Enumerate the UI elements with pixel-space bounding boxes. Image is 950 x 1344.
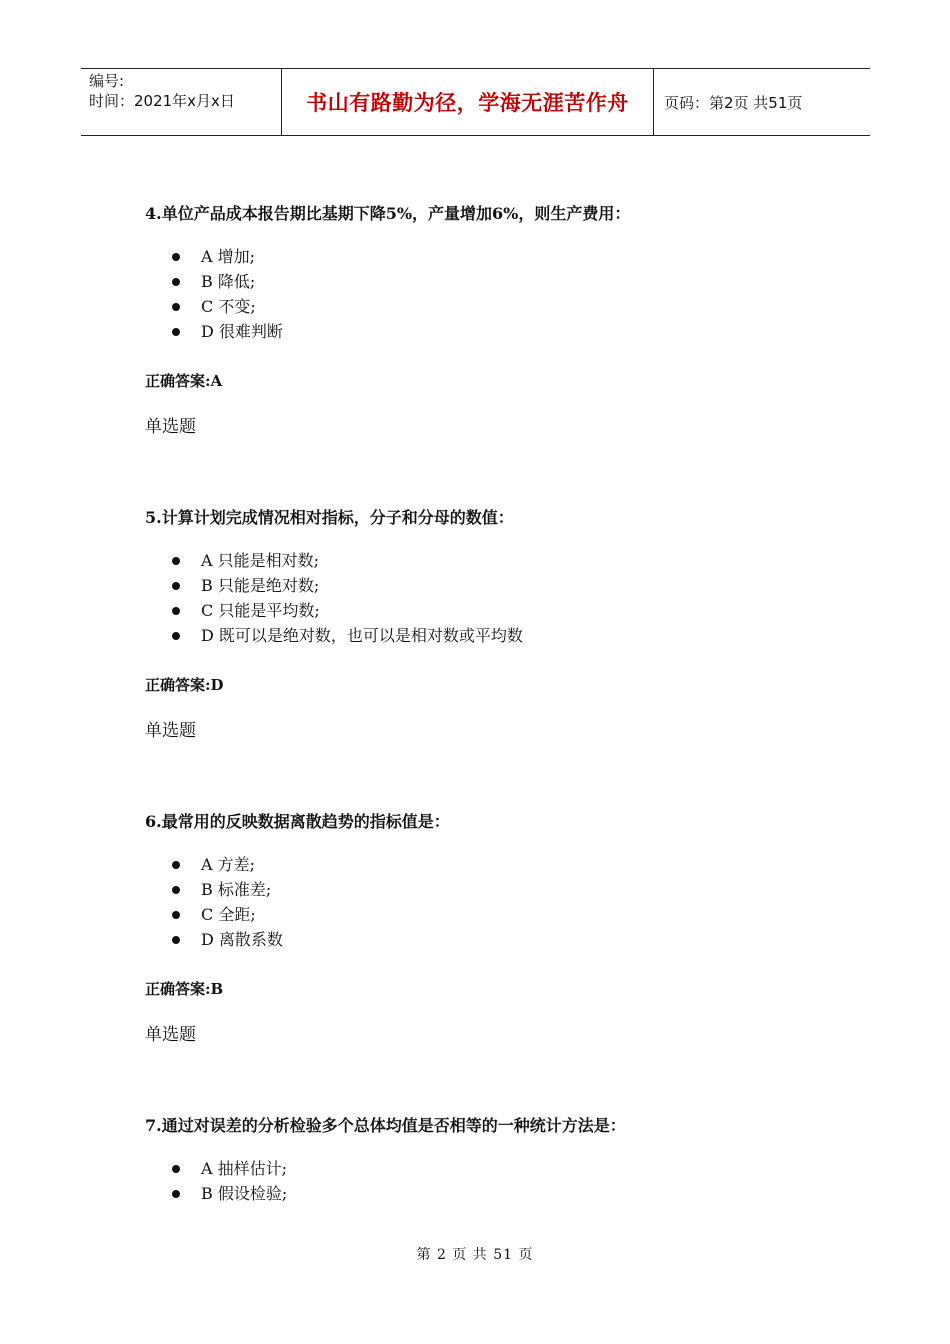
option-item <box>145 319 845 344</box>
bullet-icon <box>172 632 180 640</box>
option-text: B 标准差; <box>201 880 272 899</box>
option-item <box>145 902 845 927</box>
header-page-info: 页码：第2页 共51页 <box>664 93 803 112</box>
bullet-icon <box>172 936 180 944</box>
option-item <box>145 573 845 598</box>
question <box>145 500 845 743</box>
question <box>145 1108 845 1206</box>
bullet-icon <box>172 1165 180 1173</box>
correct-answer: 正确答案:D <box>145 676 224 694</box>
option-item <box>145 1181 845 1206</box>
option-text: C 全距; <box>201 905 256 924</box>
bullet-icon <box>172 582 180 590</box>
option-item <box>145 294 845 319</box>
bullet-icon <box>172 303 180 311</box>
question-title: 7.通过对误差的分析检验多个总体均值是否相等的一种统计方法是： <box>145 1116 626 1135</box>
option-text: A 只能是相对数; <box>201 551 320 570</box>
question-title: 5.计算计划完成情况相对指标，分子和分母的数值： <box>145 508 514 527</box>
option-item <box>145 598 845 623</box>
bullet-icon <box>172 911 180 919</box>
option-item <box>145 852 845 877</box>
header-page-info-cell <box>654 69 870 135</box>
option-text: A 抽样估计; <box>201 1159 288 1178</box>
bullet-icon <box>172 861 180 869</box>
date-label: 时间：2021年x月x日 <box>89 92 235 110</box>
option-list <box>145 548 845 648</box>
question-type: 单选题 <box>145 417 196 437</box>
option-list <box>145 1156 845 1206</box>
option-list <box>145 244 845 344</box>
bullet-icon <box>172 253 180 261</box>
bullet-icon <box>172 557 180 565</box>
option-item <box>145 244 845 269</box>
bullet-icon <box>172 328 180 336</box>
document-header <box>81 68 870 136</box>
option-text: D 离散系数 <box>201 930 283 949</box>
option-list <box>145 852 845 952</box>
header-motto-cell <box>281 69 654 135</box>
header-motto: 书山有路勤为径，学海无涯苦作舟 <box>306 91 629 115</box>
bullet-icon <box>172 886 180 894</box>
bullet-icon <box>172 1190 180 1198</box>
option-text: A 方差; <box>201 855 256 874</box>
option-item <box>145 269 845 294</box>
question-type: 单选题 <box>145 1025 196 1045</box>
question-title: 4.单位产品成本报告期比基期下降5%，产量增加6%，则生产费用： <box>145 204 631 223</box>
header-meta <box>81 69 281 135</box>
question-type: 单选题 <box>145 721 196 741</box>
option-item <box>145 1156 845 1181</box>
option-text: D 很难判断 <box>201 322 283 341</box>
correct-answer: 正确答案:B <box>145 980 224 998</box>
option-text: D 既可以是绝对数，也可以是相对数或平均数 <box>201 626 523 645</box>
correct-answer: 正确答案:A <box>145 372 223 390</box>
page-footer: 第 2 页 共 51 页 <box>416 1247 534 1263</box>
bullet-icon <box>172 278 180 286</box>
option-item <box>145 877 845 902</box>
question <box>145 804 845 1047</box>
option-text: B 降低; <box>201 272 256 291</box>
option-item <box>145 548 845 573</box>
question <box>145 196 845 439</box>
number-label: 编号: <box>89 72 125 90</box>
option-text: C 只能是平均数; <box>201 601 320 620</box>
option-text: A 增加; <box>201 247 256 266</box>
option-text: C 不变; <box>201 297 256 316</box>
option-text: B 只能是绝对数; <box>201 576 320 595</box>
option-item <box>145 623 845 648</box>
question-title: 6.最常用的反映数据离散趋势的指标值是： <box>145 812 450 831</box>
option-item <box>145 927 845 952</box>
option-text: B 假设检验; <box>201 1184 288 1203</box>
bullet-icon <box>172 607 180 615</box>
question-list <box>145 196 845 1206</box>
